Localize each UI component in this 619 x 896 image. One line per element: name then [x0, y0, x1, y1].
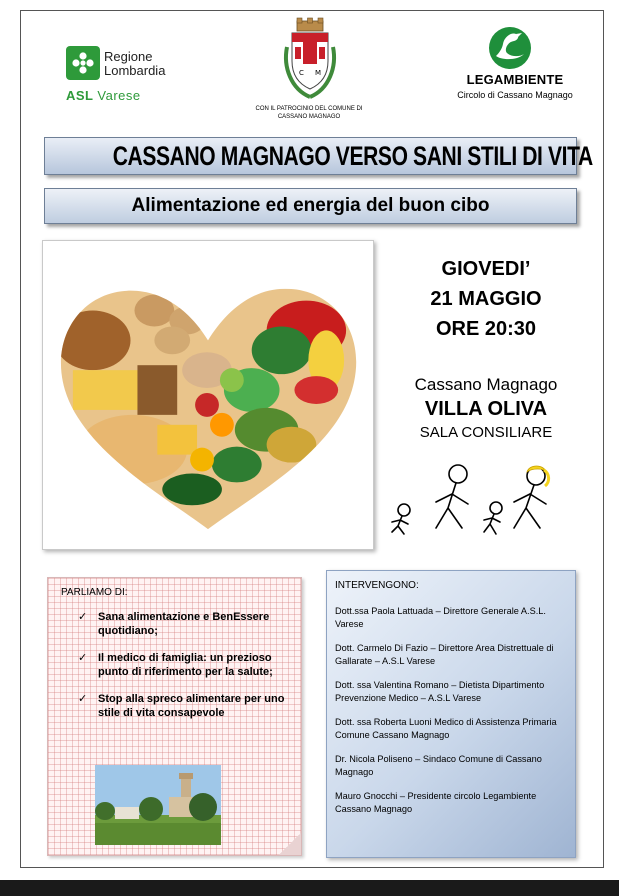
speaker-item: Dott. Carmelo Di Fazio – Direttore Area Distrettuale di Gallarate – A.S.L Varese	[335, 643, 554, 666]
legambiente-name: LEGAMBIENTE	[466, 72, 564, 87]
topic-text: Stop alla spreco alimentare per uno stile di vita consapevole	[98, 693, 285, 719]
event-room: SALA CONSILIARE	[419, 424, 553, 441]
patronage-line2: CASSANO MAGNAGO	[277, 114, 341, 120]
legambiente-circle: Circolo di Cassano Magnago	[457, 90, 573, 100]
region-line2: Lombardia	[104, 63, 166, 78]
main-title-bar	[44, 137, 593, 175]
patronage-text	[236, 105, 382, 121]
speaker-item: Dott.ssa Paola Lattuada – Direttore Generale A.S.L. Varese	[335, 606, 546, 629]
speakers-heading: INTERVENGONO:	[335, 580, 419, 591]
speaker-item: Dott. ssa Valentina Romano – Dietista Dipartimento Prevenzione Medico – A.S.L Varese	[335, 680, 545, 703]
event-datetime	[388, 254, 584, 344]
asl-city: Varese	[97, 88, 141, 103]
topic-text: Il medico di famiglia: un prezioso punto di riferimento per la salute;	[98, 652, 273, 678]
event-date: 21 MAGGIO	[430, 288, 542, 310]
event-town: Cassano Magnago	[414, 375, 558, 394]
cassano-magnago-crest	[279, 17, 341, 103]
food-heart-photo	[42, 240, 374, 550]
bottom-bar	[0, 880, 619, 896]
asl-bold: ASL	[66, 88, 94, 103]
list-item	[76, 692, 296, 720]
region-line1: Regione	[104, 49, 153, 64]
list-item	[76, 651, 296, 679]
speaker-item: Dr. Nicola Poliseno – Sindaco Comune di Cassano Magnago	[335, 754, 542, 777]
list-item	[76, 610, 296, 638]
subtitle-bar	[44, 188, 577, 224]
topics-list	[76, 610, 296, 733]
regione-lombardia-name	[104, 50, 165, 78]
crest-letter-m: M	[315, 69, 322, 77]
crest-letter-c: C	[299, 69, 304, 77]
legambiente-swan-icon	[487, 26, 533, 70]
topics-note	[47, 577, 302, 856]
villa-photo	[95, 765, 221, 845]
event-location	[388, 374, 584, 444]
walking-family-illustration	[386, 462, 566, 540]
check-icon: ✓	[78, 652, 88, 664]
topic-text: Sana alimentazione e BenEssere quotidiano;	[98, 611, 270, 637]
asl-varese-label	[66, 88, 141, 103]
event-day: GIOVEDI’	[441, 258, 531, 280]
event-venue: VILLA OLIVA	[424, 398, 548, 420]
page-curl	[279, 833, 301, 855]
speaker-item: Dott. ssa Roberta Luoni Medico di Assistenza Primaria Comune Cassano Magnago	[335, 717, 557, 740]
patronage-line1: CON IL PATROCINIO DEL COMUNE DI	[255, 106, 363, 112]
food-heart-illustration	[43, 241, 373, 549]
speakers-box	[326, 570, 576, 858]
main-title: CASSANO MAGNAGO VERSO SANI STILI DI VITA	[112, 141, 593, 171]
topics-heading: PARLIAMO DI:	[61, 587, 128, 598]
subtitle: Alimentazione ed energia del buon cibo	[131, 195, 490, 216]
regione-lombardia-logo	[66, 46, 100, 80]
check-icon: ✓	[78, 693, 88, 705]
check-icon: ✓	[78, 611, 88, 623]
event-time: ORE 20:30	[435, 318, 537, 340]
speaker-item: Mauro Gnocchi – Presidente circolo Legambiente Cassano Magnago	[335, 791, 537, 814]
lombardy-rose-icon	[71, 51, 95, 75]
